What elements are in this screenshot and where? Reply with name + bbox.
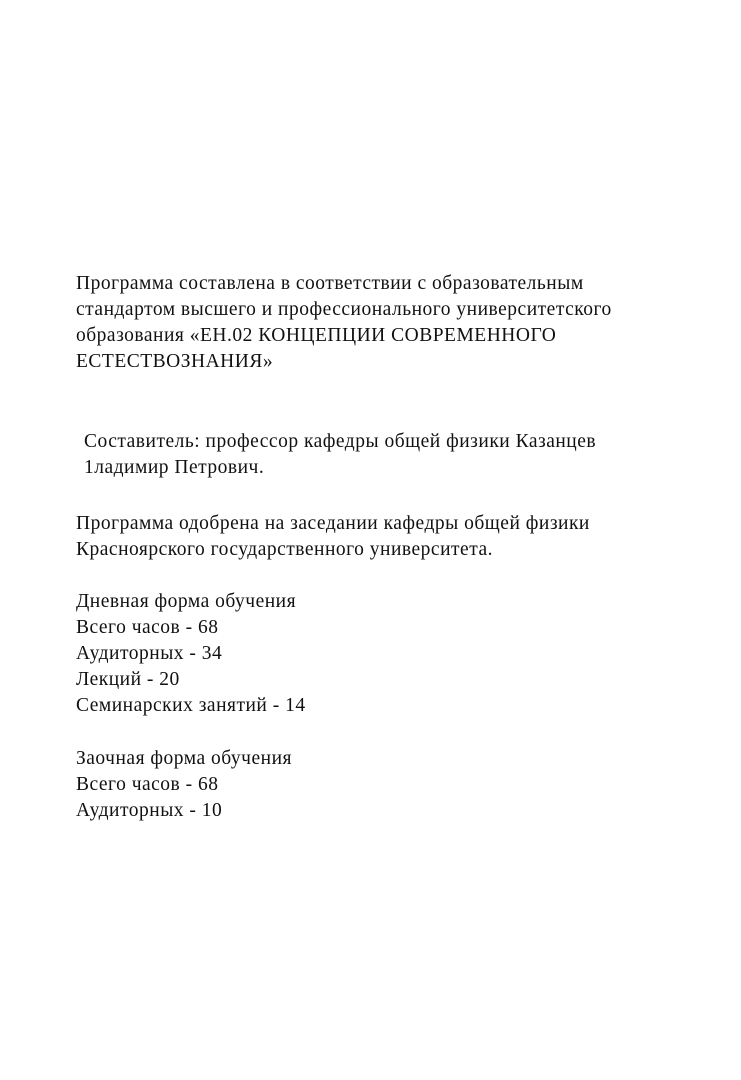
hours-item: Лекций - 20 — [76, 669, 180, 690]
paragraph-line: образования «ЕН.02 КОНЦЕПЦИИ СОВРЕМЕННОГО — [76, 325, 557, 346]
compiler-paragraph — [84, 429, 596, 481]
hours-item: Семинарских занятий - 14 — [76, 695, 306, 716]
full-time-study-section — [76, 589, 306, 719]
paragraph-line: стандартом высшего и профессионального университетского — [76, 299, 612, 320]
hours-item: Аудиторных - 34 — [76, 643, 223, 664]
hours-item: Аудиторных - 10 — [76, 800, 223, 821]
paragraph-line: Программа составлена в соответствии с образовательным — [76, 273, 584, 294]
paragraph-line: Программа одобрена на заседании кафедры общей физики — [76, 513, 590, 534]
paragraph-line: Красноярского государственного университета. — [76, 539, 493, 560]
part-time-study-section — [76, 746, 292, 824]
approval-paragraph — [76, 511, 590, 563]
section-title: Заочная форма обучения — [76, 748, 292, 769]
paragraph-line: 1ладимир Петрович. — [84, 457, 265, 478]
section-title: Дневная форма обучения — [76, 591, 297, 612]
hours-item: Всего часов - 68 — [76, 617, 219, 638]
program-basis-paragraph — [76, 271, 612, 375]
paragraph-line: ЕСТЕСТВОЗНАНИЯ» — [76, 351, 274, 372]
hours-item: Всего часов - 68 — [76, 774, 219, 795]
paragraph-line: Составитель: профессор кафедры общей физики Казанцев — [84, 431, 597, 452]
